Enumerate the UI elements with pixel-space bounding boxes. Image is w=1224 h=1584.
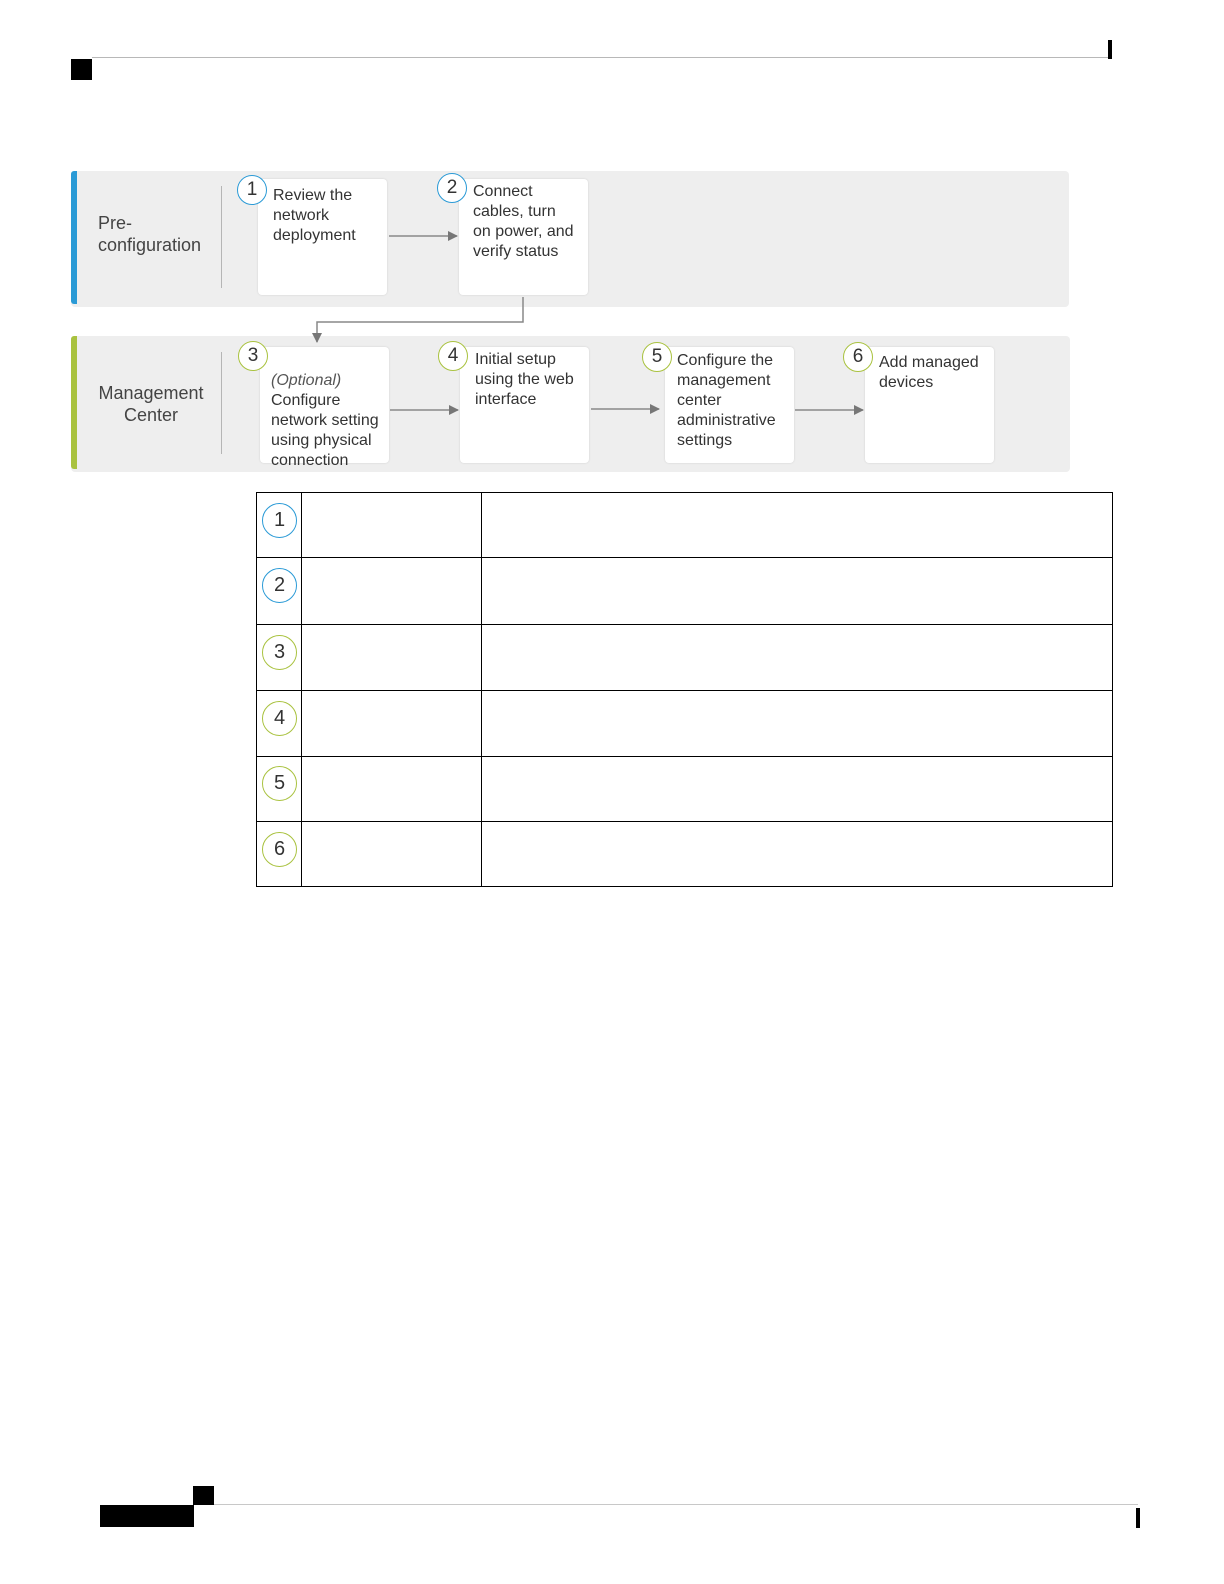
table-row [257, 558, 1113, 625]
table-cell-description [482, 822, 1113, 887]
table-cell-task [302, 625, 482, 691]
table-row [257, 757, 1113, 822]
footer-marker [193, 1486, 214, 1505]
step-number-2: 2 [437, 173, 467, 203]
table-cell-number [257, 691, 302, 757]
workflow-diagram [0, 0, 1224, 480]
row-number-circle: 2 [262, 568, 297, 603]
table-cell-task [302, 757, 482, 822]
footer-tick [1136, 1508, 1140, 1528]
footer-rule [193, 1504, 1138, 1505]
table-row [257, 493, 1113, 558]
optional-label: (Optional) [271, 372, 342, 389]
step-text-2: Connect cables, turn on power, and verify status [473, 183, 574, 260]
stage-label-preconfiguration: Pre- configuration [98, 213, 202, 255]
table-cell-description [482, 691, 1113, 757]
table-cell-description [482, 558, 1113, 625]
table-cell-task [302, 493, 482, 558]
table-cell-description [482, 493, 1113, 558]
table-cell-task [302, 822, 482, 887]
step-number-1: 1 [237, 175, 267, 205]
flow-arrows [0, 0, 1224, 480]
step-text-6: Add managed devices [879, 354, 979, 391]
arrow-2-to-3 [317, 297, 523, 342]
step-text-1: Review the network deployment [273, 187, 356, 244]
step-number-6: 6 [843, 342, 873, 372]
table-cell-number [257, 822, 302, 887]
steps-table [256, 492, 1113, 887]
step-text-5: Configure the management center administrative settings [677, 352, 776, 449]
table-cell-task [302, 691, 482, 757]
table-cell-task [302, 558, 482, 625]
stage-label-management-center: Management Center [98, 383, 204, 425]
table-cell-number [257, 558, 302, 625]
table-cell-description [482, 625, 1113, 691]
row-number-circle: 1 [262, 503, 297, 538]
step-number-5: 5 [642, 342, 672, 372]
row-number-circle: 3 [262, 635, 297, 670]
table-cell-number [257, 493, 302, 558]
footer-bar [100, 1505, 194, 1527]
step-number-3: 3 [238, 341, 268, 371]
step-number-4: 4 [438, 341, 468, 371]
row-number-circle: 5 [262, 766, 297, 801]
table-cell-number [257, 625, 302, 691]
table-row [257, 625, 1113, 691]
row-number-circle: 4 [262, 701, 297, 736]
table-row [257, 691, 1113, 757]
row-number-circle: 6 [262, 832, 297, 867]
table-cell-description [482, 757, 1113, 822]
step-text-4: Initial setup using the web interface [475, 351, 574, 408]
step-text-3-body: Configure network setting using physical connection [271, 392, 379, 469]
table-row [257, 822, 1113, 887]
table-cell-number [257, 757, 302, 822]
